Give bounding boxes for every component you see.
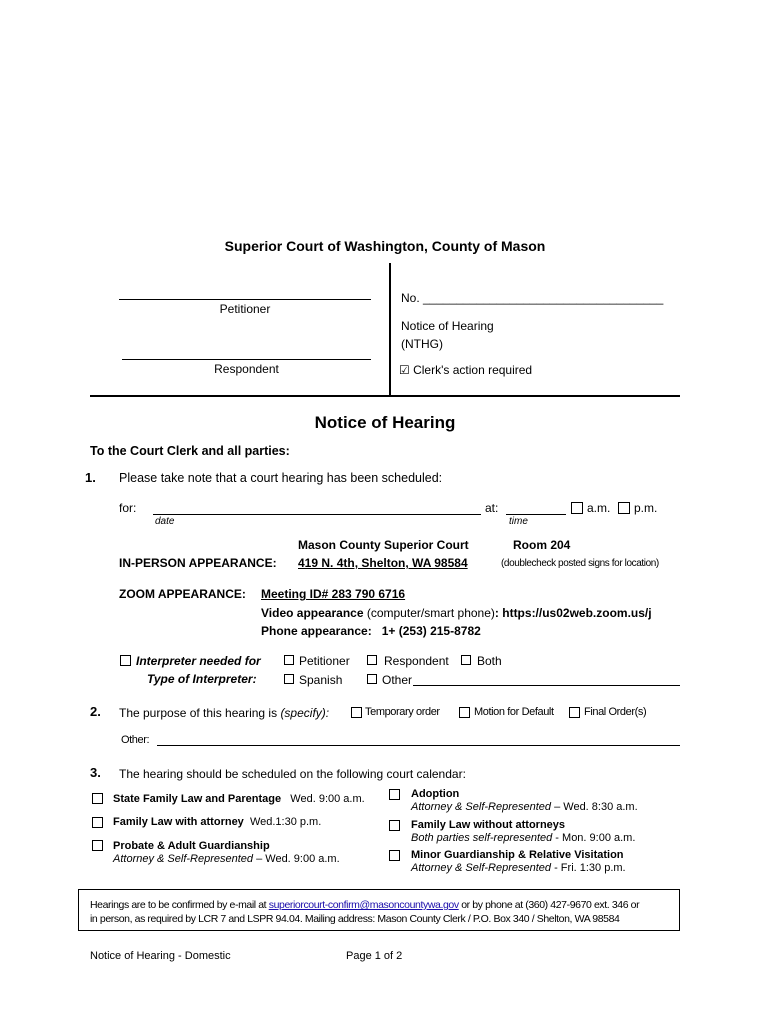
interp-both-checkbox[interactable] xyxy=(461,655,471,665)
video-appearance-label: Video appearance xyxy=(261,606,364,620)
minor-guardianship-time: - Fri. 1:30 p.m. xyxy=(551,862,626,874)
adoption-sub: Attorney & Self-Represented xyxy=(411,801,552,813)
purpose-other-field[interactable] xyxy=(157,745,680,746)
to-line: To the Court Clerk and all parties: xyxy=(90,444,290,458)
video-appearance-paren: (computer/smart phone) xyxy=(366,606,495,620)
interp-petitioner-checkbox[interactable] xyxy=(284,655,294,665)
motion-default-label: Motion for Default xyxy=(474,706,554,718)
section2-text: The purpose of this hearing is xyxy=(119,706,278,720)
footer-page-number: Page 1 of 2 xyxy=(346,950,403,962)
family-law-attorney-time: Wed.1:30 p.m. xyxy=(249,816,322,828)
minor-guardianship-checkbox[interactable] xyxy=(389,850,400,861)
caption-bottom-rule xyxy=(90,395,680,397)
temporary-order-label: Temporary order xyxy=(365,706,440,718)
confirm-email-link[interactable]: superiorcourt-confirm@masoncountywa.gov xyxy=(268,899,459,911)
adoption-title: Adoption xyxy=(411,788,460,800)
room-number: Room 204 xyxy=(513,538,571,552)
pm-checkbox[interactable] xyxy=(618,502,630,514)
at-label: at: xyxy=(485,501,499,515)
section2-specify: (specify): xyxy=(280,706,330,720)
footer-form-name: Notice of Hearing - Domestic xyxy=(90,950,231,962)
respondent-line xyxy=(122,359,371,360)
notice-line1-post: or by phone at (360) 427-9670 ext. 346 or xyxy=(458,899,640,911)
interpreter-needed-label: Interpreter needed for xyxy=(136,654,261,668)
type-of-interpreter-label: Type of Interpreter: xyxy=(147,672,257,686)
motion-default-checkbox[interactable] xyxy=(459,707,470,718)
time-label: time xyxy=(509,516,528,527)
minor-guardianship-sub: Attorney & Self-Represented xyxy=(411,862,552,874)
zoom-url[interactable]: : https://us02web.zoom.us/j xyxy=(494,606,652,620)
section3-number: 3. xyxy=(90,765,101,780)
temporary-order-checkbox[interactable] xyxy=(351,707,362,718)
interp-respondent-label: Respondent xyxy=(384,654,449,668)
family-law-attorney-checkbox[interactable] xyxy=(92,817,103,828)
other-language-label: Other xyxy=(382,673,413,687)
family-law-no-attorney-title: Family Law without attorneys xyxy=(411,819,566,831)
section3-text: The hearing should be scheduled on the following court calendar: xyxy=(119,767,466,781)
meeting-id: Meeting ID# 283 790 6716 xyxy=(261,587,406,601)
page-title: Notice of Hearing xyxy=(314,413,456,432)
family-law-no-attorney-sub: Both parties self-represented xyxy=(411,832,553,844)
interp-respondent-checkbox[interactable] xyxy=(367,655,377,665)
caption-divider xyxy=(389,263,391,396)
section1-intro: Please take note that a court hearing has been scheduled: xyxy=(119,471,443,485)
spanish-label: Spanish xyxy=(299,673,343,687)
court-title: Superior Court of Washington, County of Mason xyxy=(224,238,546,254)
probate-guardianship-checkbox[interactable] xyxy=(92,840,103,851)
family-law-attorney-title: Family Law with attorney xyxy=(113,816,244,828)
time-field[interactable] xyxy=(506,514,566,515)
state-family-law-title: State Family Law and Parentage xyxy=(113,793,282,805)
final-orders-checkbox[interactable] xyxy=(569,707,580,718)
for-label: for: xyxy=(119,501,137,515)
section1-number: 1. xyxy=(85,470,96,485)
state-family-law-time: Wed. 9:00 a.m. xyxy=(290,793,365,805)
petitioner-line xyxy=(119,299,371,300)
case-number-field[interactable]: No. ____________________________________ xyxy=(401,291,664,305)
doublecheck-note: (doublecheck posted signs for location) xyxy=(501,558,659,569)
phone-number: 1+ (253) 215-8782 xyxy=(381,624,481,638)
minor-guardianship-title: Minor Guardianship & Relative Visitation xyxy=(411,849,624,861)
family-law-no-attorney-time: - Mon. 9:00 a.m. xyxy=(552,832,636,844)
adoption-time: – Wed. 8:30 a.m. xyxy=(551,801,638,813)
other-language-field[interactable] xyxy=(413,685,680,686)
family-law-no-attorney-checkbox[interactable] xyxy=(389,820,400,831)
document-title-line1: Notice of Hearing xyxy=(401,319,494,333)
petitioner-label: Petitioner xyxy=(219,302,271,316)
probate-guardianship-time: – Wed. 9:00 a.m. xyxy=(253,853,340,865)
pm-label: p.m. xyxy=(634,501,658,515)
section2-number: 2. xyxy=(90,704,101,719)
interpreter-needed-checkbox[interactable] xyxy=(120,655,131,666)
court-name: Mason County Superior Court xyxy=(298,538,469,552)
date-field[interactable] xyxy=(153,514,481,515)
respondent-label: Respondent xyxy=(214,362,279,376)
spanish-checkbox[interactable] xyxy=(284,674,294,684)
court-address: 419 N. 4th, Shelton, WA 98584 xyxy=(298,556,468,570)
document-title-line2: (NTHG) xyxy=(401,337,443,351)
am-checkbox[interactable] xyxy=(571,502,583,514)
probate-guardianship-sub: Attorney & Self-Represented xyxy=(113,853,254,865)
clerk-action-checkbox[interactable]: ☑ Clerk's action required xyxy=(399,363,533,377)
zoom-label: ZOOM APPEARANCE: xyxy=(119,587,246,601)
date-label: date xyxy=(155,516,175,527)
interp-both-label: Both xyxy=(477,654,502,668)
in-person-label: IN-PERSON APPEARANCE: xyxy=(119,556,277,570)
other-language-checkbox[interactable] xyxy=(367,674,377,684)
notice-line2: in person, as required by LCR 7 and LSPR 94.04. Mailing address: Mason County Clerk / P.O. Box 340 / Shelton, WA 98584 xyxy=(90,913,620,925)
adoption-checkbox[interactable] xyxy=(389,789,400,800)
purpose-other-label: Other: xyxy=(121,734,150,746)
probate-guardianship-title: Probate & Adult Guardianship xyxy=(113,840,270,852)
state-family-law-checkbox[interactable] xyxy=(92,793,103,804)
interp-petitioner-label: Petitioner xyxy=(299,654,350,668)
phone-appearance-label: Phone appearance: xyxy=(261,624,372,638)
final-orders-label: Final Order(s) xyxy=(584,706,647,718)
am-label: a.m. xyxy=(587,501,611,515)
notice-line1-pre: Hearings are to be confirmed by e-mail at xyxy=(90,899,269,911)
